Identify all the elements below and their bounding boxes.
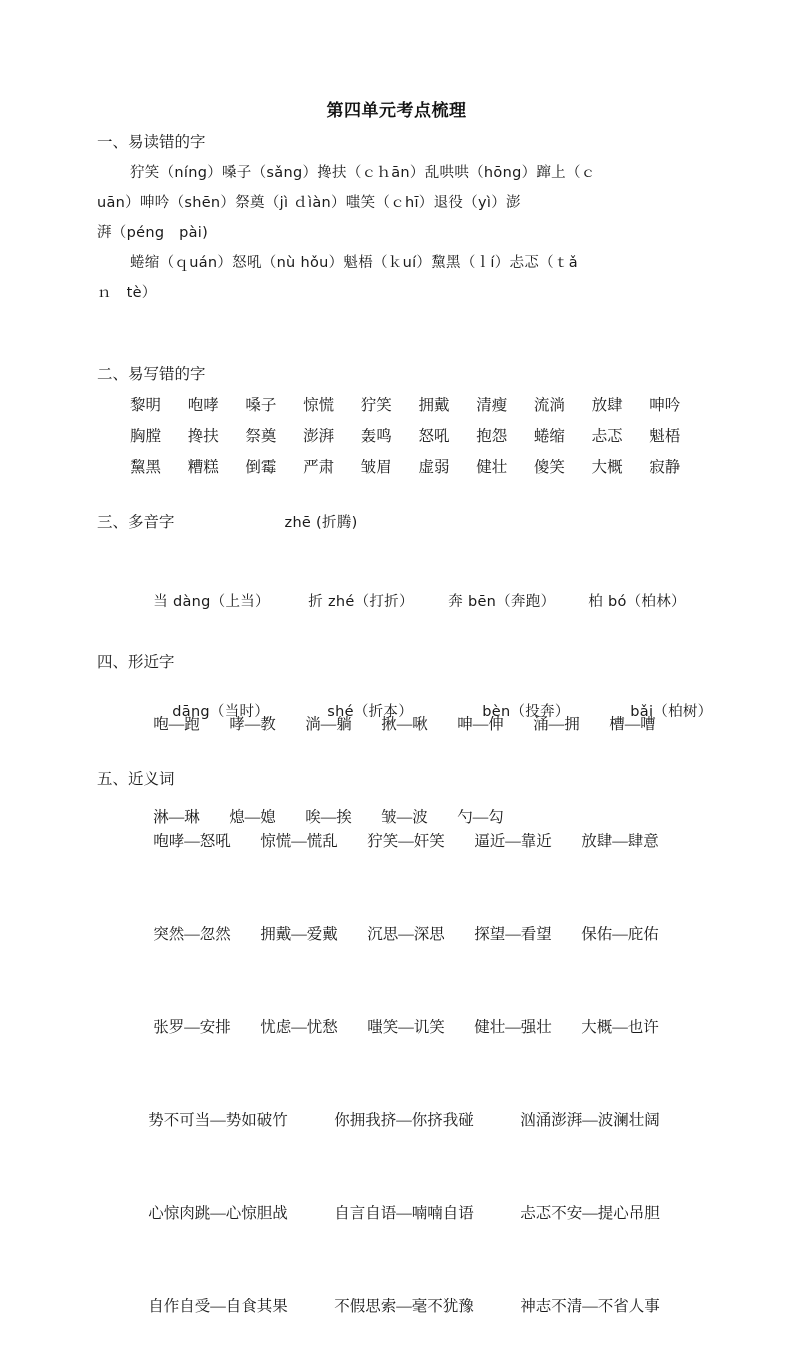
word-row [97,421,707,452]
section-heading [97,648,707,678]
word-cell: 流淌 [533,397,565,414]
synonym-cell: 探望—看望 [474,926,552,943]
synonym-row [97,1167,707,1260]
synonym-cell: 势不可当—势如破竹 [148,1112,288,1129]
word-cell: 轰鸣 [360,428,392,445]
duoyin-extra-pinyin: zhē (折腾) [284,515,358,531]
synonym-cell: 不假思索—毫不犹豫 [334,1298,474,1315]
section-heading-label: 形近字 [128,654,175,671]
word-cell: 咆哮 [187,397,219,414]
section-heading [97,508,707,538]
synonym-row [97,888,707,981]
pair-cell: 槽—嘈 [609,716,656,733]
word-cell: 胸膛 [130,428,162,445]
synonym-cell: 突然—忽然 [153,926,231,943]
word-cell: 傻笑 [533,459,565,476]
duoyin-cell: 柏 bó（柏林） [588,594,686,610]
word-cell: 忐忑 [591,428,623,445]
synonym-row [97,1074,707,1167]
section-heading-label: 多音字 [128,514,175,531]
synonym-cell: 忐忑不安—提心吊胆 [520,1205,660,1222]
pair-cell: 淋—琳 [153,809,200,826]
synonym-row [97,795,707,888]
word-cell: 健壮 [476,459,508,476]
synonym-cell: 咆哮—怒吼 [153,833,231,850]
section-number: 二、 [97,366,129,383]
synonym-row [97,981,707,1074]
section-heading [97,128,707,158]
synonym-cell: 嗤笑—讥笑 [367,1019,445,1036]
pair-cell: 唉—挨 [305,809,352,826]
word-cell: 蜷缩 [533,428,565,445]
pair-cell: 呻—伸 [457,716,504,733]
word-cell: 寂静 [649,459,681,476]
section-line: 蜷缩（ｑuán）怒吼（nù hǒu）魁梧（ｋuí）黧黑（ｌí）忐忑（ｔǎ [130,255,578,271]
section-number: 一、 [97,134,129,151]
pair-cell: 勺—勾 [457,809,504,826]
pair-cell: 涌—拥 [533,716,580,733]
synonym-cell: 沉思—深思 [367,926,445,943]
word-cell: 大概 [591,459,623,476]
pair-cell: 皱—波 [381,809,428,826]
pair-cell: 熄—媳 [229,809,276,826]
duoyin-cell: 奔 bēn（奔跑） [448,594,556,610]
synonym-cell: 保佑—庇佑 [581,926,659,943]
pair-cell: 揪—啾 [381,716,428,733]
synonym-cell: 张罗—安排 [153,1019,231,1036]
section-heading [97,765,707,795]
section-heading-label: 易写错的字 [128,366,206,383]
synonym-cell: 惊慌—慌乱 [260,833,338,850]
word-cell: 倒霉 [245,459,277,476]
synonym-cell: 自作自受—自食其果 [148,1298,288,1315]
pair-cell: 淌—躺 [305,716,352,733]
duoyin-cell: 当 dàng（上当） [153,594,270,610]
section-heading-label: 易读错的字 [128,134,206,151]
synonym-cell: 狞笑—奸笑 [367,833,445,850]
word-cell: 糟糕 [187,459,219,476]
section-yi-du-cuo-de-zi [97,128,707,308]
synonym-cell: 大概—也许 [581,1019,659,1036]
pair-row [97,678,707,771]
word-cell: 清瘦 [476,397,508,414]
section-jin-yi-ci [97,765,707,1353]
section-yi-xie-cuo-de-zi [97,360,707,483]
synonym-cell: 忧虑—忧愁 [260,1019,338,1036]
duoyin-cell: bǎi（柏树） [630,704,713,720]
word-cell: 魁梧 [649,428,681,445]
pair-cell: 哮—教 [229,716,276,733]
word-row [97,452,707,483]
synonym-cell: 心惊肉跳—心惊胆战 [148,1205,288,1222]
word-cell: 呻吟 [649,397,681,414]
word-cell: 祭奠 [245,428,277,445]
synonym-cell: 汹涌澎湃—波澜壮阔 [520,1112,660,1129]
section-heading-label: 近义词 [128,771,175,788]
word-cell: 惊慌 [303,397,335,414]
pair-cell: 咆—跑 [153,716,200,733]
synonym-cell: 神志不清—不省人事 [520,1298,660,1315]
section-number: 三、 [97,514,129,531]
section-number: 四、 [97,654,129,671]
synonym-cell: 放肆—肆意 [581,833,659,850]
page-title: 第四单元考点梳理 [326,101,467,121]
synonym-cell: 健壮—强壮 [474,1019,552,1036]
word-cell: 拥戴 [418,397,450,414]
synonym-cell: 你拥我挤—你挤我碰 [334,1112,474,1129]
word-cell: 皱眉 [360,459,392,476]
section-line: 湃（péng pài) [97,225,209,241]
word-cell: 搀扶 [187,428,219,445]
duoyin-row [97,552,707,652]
synonym-row [97,1260,707,1353]
word-cell: 怒吼 [418,428,450,445]
word-cell: 黧黑 [130,459,162,476]
word-cell: 黎明 [130,397,162,414]
word-cell: 抱怨 [476,428,508,445]
duoyin-cell: bèn（投奔） [482,704,570,720]
section-line: ｎ tè） [97,285,157,301]
word-cell: 狞笑 [360,397,392,414]
word-cell: 严肃 [303,459,335,476]
word-cell: 放肆 [591,397,623,414]
word-cell: 嗓子 [245,397,277,414]
section-line: uān）呻吟（shēn）祭奠（jì ｄìàn）嗤笑（ｃhī）退役（yì）澎 [97,195,521,211]
duoyin-cell: 折 zhé（打折） [308,594,414,610]
synonym-cell: 拥戴—爱戴 [260,926,338,943]
word-cell: 澎湃 [303,428,335,445]
word-row [97,390,707,421]
word-cell: 虚弱 [418,459,450,476]
duoyin-cell: shé（折本） [327,704,414,720]
synonym-cell: 自言自语—喃喃自语 [334,1205,474,1222]
section-number: 五、 [97,771,129,788]
duoyin-cell: dāng（当时） [172,704,270,720]
synonym-cell: 逼近—靠近 [474,833,552,850]
section-heading [97,360,707,390]
section-line: 狞笑（níng）嗓子（sǎng）搀扶（ｃｈān）乱哄哄（hōng）蹿上（ｃ [130,165,596,181]
